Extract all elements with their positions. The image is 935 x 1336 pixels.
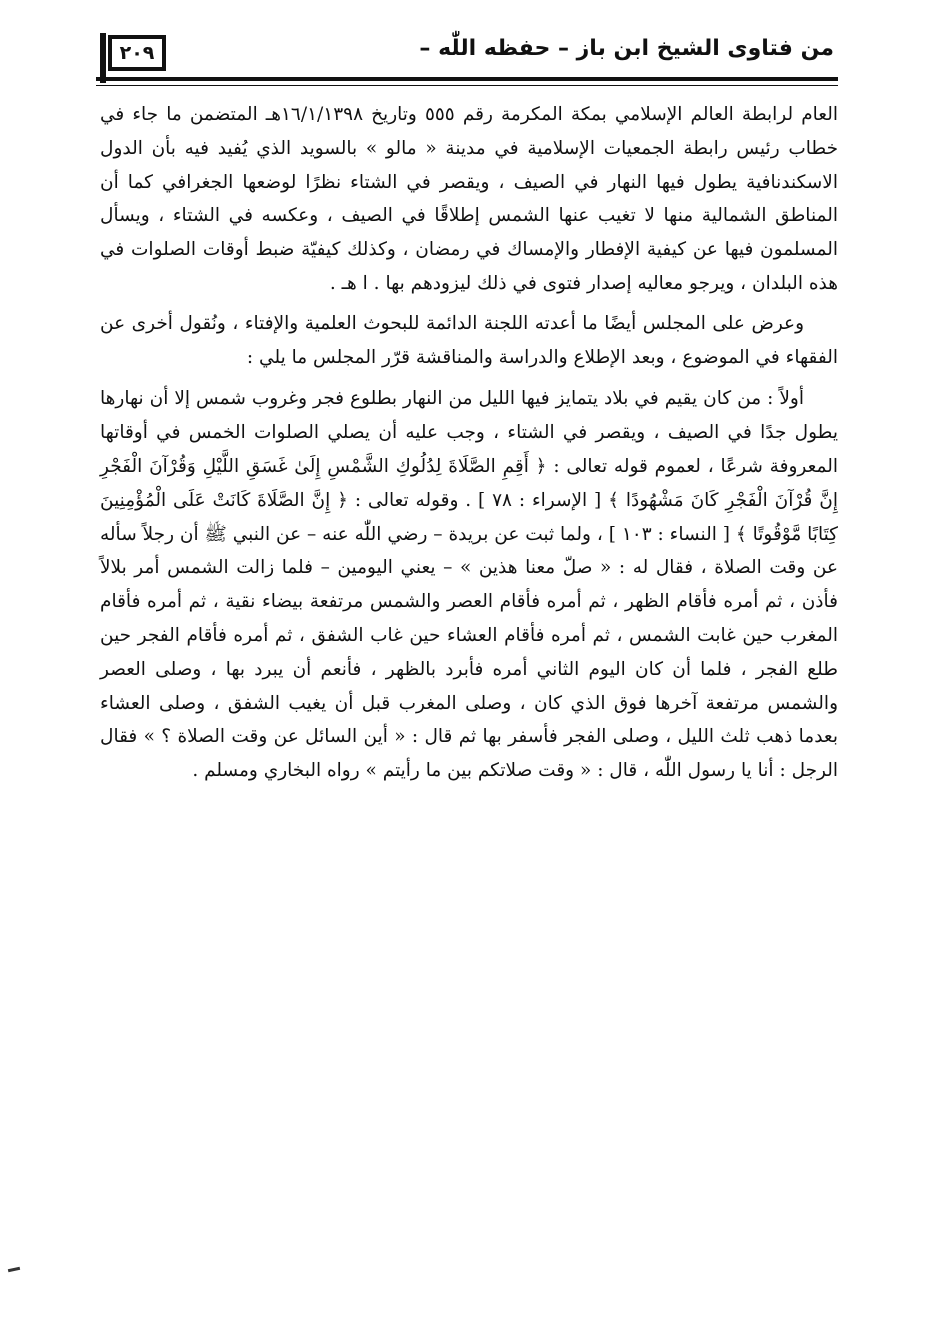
scan-mark: [8, 1267, 20, 1272]
header-rule: [96, 77, 838, 81]
header-rule-thin: [96, 85, 838, 86]
running-title: من فتاوى الشيخ ابن باز – حفظه اللّٰه –: [419, 36, 834, 61]
paragraph-request: العام لرابطة العالم الإسلامي بمكة المكرمة رقم ٥٥٥ وتاريخ ١٦/١/١٣٩٨هـ المتضمن ما جاء في خطاب رئيس رابطة الجمعيات الإسلامية في مدينة « مالو » بالسويد الذي يُفيد فيه بأن الدول الاسكندنافية يطول فيها النهار في الصيف ، ويقصر في الشتاء نظرًا لوضعها الجغرافي كما أن المناطق الشمالية منها لا تغيب عنها الشمس إطلاقًا في الصيف ، وعكسه في الشتاء ، ويسأل المسلمون فيها عن كيفية الإفطار والإمساك في رمضان ، وكذلك كيفيّة ضبط أوقات الصلوات في هذه البلدان ، ويرجو معاليه إصدار فتوى في ذلك ليزودهم بها . ا هـ .: [100, 104, 839, 294]
paragraph-council: وعرض على المجلس أيضًا ما أعدته اللجنة الدائمة للبحوث العلمية والإفتاء ، ونُقول أخرى عن الفقهاء في الموضوع ، وبعد الإطلاع والدراسة والمناقشة قرّر المجلس ما يلي :: [100, 312, 838, 368]
page-number: ٢٠٩: [108, 35, 166, 71]
body-text: [100, 98, 838, 788]
paragraph-first-ruling: أولاً : من كان يقيم في بلاد يتمايز فيها الليل من النهار بطلوع فجر وغروب شمس إلا أن نهارها يطول جدًا في الصيف ، ويقصر في الشتاء ، وجب عليه أن يصلي الصلوات الخمس في أوقاتها المعروفة شرعًا ، لعموم قوله تعالى : ﴿ أَقِمِ الصَّلَاةَ لِدُلُوكِ الشَّمْسِ إِلَىٰ غَسَقِ اللَّيْلِ وَقُرْآنَ الْفَجْرِ إِنَّ قُرْآنَ الْفَجْرِ كَانَ مَشْهُودًا ﴾ [ الإسراء : ٧٨ ] . وقوله تعالى : ﴿ إِنَّ الصَّلَاةَ كَانَتْ عَلَى الْمُؤْمِنِينَ كِتَابًا مَّوْقُوتًا ﴾ [ النساء : ١٠٣ ] ، ولما ثبت عن بريدة – رضي اللّٰه عنه – عن النبي ﷺ أن رجلاً سأله عن وقت الصلاة ، فقال له : « صلّ معنا هذين » – يعني اليومين – فلما زالت الشمس أمر بلالاً فأذن ، ثم أمره فأقام الظهر ، ثم أمره فأقام العصر والشمس مرتفعة بيضاء نقية ، ثم أمره فأقام المغرب حين غابت الشمس ، ثم أمره فأقام العشاء حين غاب الشفق ، ثم أمره فأقام الفجر حين طلع الفجر ، فلما أن كان اليوم الثاني أمره فأبرد بالظهر ، فأنعم أن يبرد بها ، وصلى العصر والشمس مرتفعة آخرها فوق الذي كان ، وصلى المغرب قبل أن يغيب الشفق ، وصلى العشاء بعدما ذهب ثلث الليل ، وصلى الفجر فأسفر بها ثم قال : « أين السائل عن وقت الصلاة ؟ » فقال الرجل : أنا يا رسول اللّٰه ، قال : « وقت صلاتكم بين ما رأيتم » رواه البخاري ومسلم .: [100, 388, 838, 782]
page-header: [96, 30, 838, 86]
